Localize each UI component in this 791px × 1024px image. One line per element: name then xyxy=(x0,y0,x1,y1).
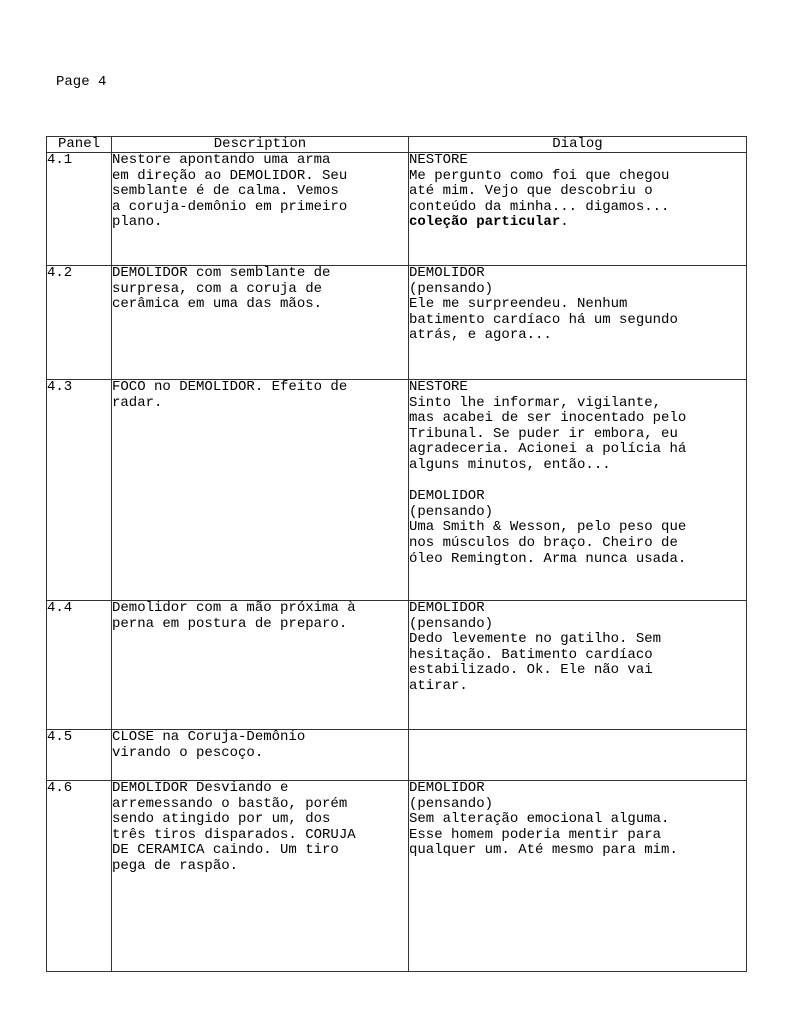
panel-description: CLOSE na Coruja-Demônio virando o pescoço. xyxy=(112,730,409,781)
dialog-emphasis: coleção particular xyxy=(409,214,561,231)
panel-description: FOCO no DEMOLIDOR. Efeito de radar. xyxy=(112,380,409,601)
dialog-line: Me pergunto como foi que chegou até mim. Vejo que descobriu o conteúdo da minha... digamos... xyxy=(409,167,670,215)
panel-row xyxy=(47,153,747,266)
dialog-block xyxy=(409,266,746,344)
panel-description: DEMOLIDOR com semblante de surpresa, com a coruja de cerâmica em uma das mãos. xyxy=(112,266,409,380)
panel-row xyxy=(47,730,747,781)
panel-header: Panel xyxy=(47,137,112,153)
speaker: DEMOLIDOR (pensando) xyxy=(409,265,494,297)
panel-number: 4.1 xyxy=(47,153,112,266)
panel-row xyxy=(47,380,747,601)
speaker: DEMOLIDOR (pensando) xyxy=(409,600,494,632)
panel-row xyxy=(47,266,747,380)
dialog-line: Dedo levemente no gatilho. Sem hesitação. Batimento cardíaco estabilizado. Ok. Ele não vai atirar. xyxy=(409,631,662,694)
speaker: NESTORE xyxy=(409,152,468,168)
panel-dialog xyxy=(409,730,747,781)
speaker: DEMOLIDOR (pensando) xyxy=(409,488,494,520)
dialog-line: Sinto lhe informar, vigilante, mas acabei de ser inocentado pelo Tribunal. Se puder ir embora, eu agradeceria. Acionei a polícia há alguns minutos, então... xyxy=(409,394,687,473)
panel-row xyxy=(47,781,747,972)
dialog-line: Uma Smith & Wesson, pelo peso que nos músculos do braço. Cheiro de óleo Remington. Arma nunca usada. xyxy=(409,519,687,567)
dialog-tail: . xyxy=(560,214,569,231)
panel-dialog xyxy=(409,266,747,380)
panel-row xyxy=(47,601,747,730)
header-row xyxy=(47,137,747,153)
dialog-block xyxy=(409,601,746,695)
panel-description: Nestore apontando uma arma em direção ao DEMOLIDOR. Seu semblante é de calma. Vemos a coruja-demônio em primeiro plano. xyxy=(112,153,409,266)
panel-number: 4.6 xyxy=(47,781,112,972)
dialog-block xyxy=(409,489,746,567)
dialog-block xyxy=(409,153,746,231)
panel-number: 4.2 xyxy=(47,266,112,380)
panel-dialog xyxy=(409,601,747,730)
speaker: NESTORE xyxy=(409,379,468,395)
dialog-block xyxy=(409,781,746,859)
panel-number: 4.3 xyxy=(47,380,112,601)
panel-number: 4.4 xyxy=(47,601,112,730)
description-header: Description xyxy=(112,137,409,153)
dialog-block xyxy=(409,380,746,474)
page-label: Page 4 xyxy=(56,74,107,90)
speaker: DEMOLIDOR (pensando) xyxy=(409,780,494,812)
panel-dialog xyxy=(409,781,747,972)
panel-dialog xyxy=(409,380,747,601)
script-table xyxy=(46,136,747,972)
dialog-line: Ele me surpreendeu. Nenhum batimento cardíaco há um segundo atrás, e agora... xyxy=(409,296,678,344)
panel-description: DEMOLIDOR Desviando e arremessando o bastão, porém sendo atingido por um, dos três tiros disparados. CORUJA DE CERAMICA caindo. Um tiro pega de raspão. xyxy=(112,781,409,972)
panel-number: 4.5 xyxy=(47,730,112,781)
panel-description: Demolidor com a mão próxima à perna em postura de preparo. xyxy=(112,601,409,730)
panel-dialog xyxy=(409,153,747,266)
dialog-line: Sem alteração emocional alguma. Esse homem poderia mentir para qualquer um. Até mesmo para mim. xyxy=(409,811,678,859)
dialog-header: Dialog xyxy=(409,137,747,153)
